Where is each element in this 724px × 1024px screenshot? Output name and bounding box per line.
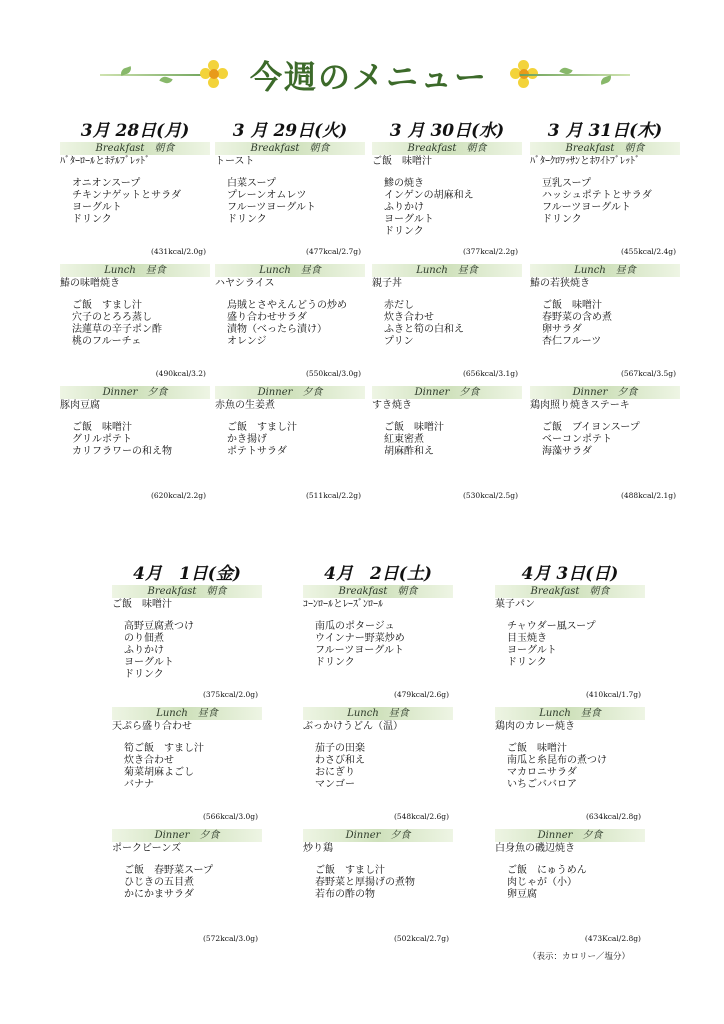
meal-label: Lunch 昼食 [60,264,210,277]
side-dish-list [112,621,262,681]
calorie-salt-value: (548kcal/2.6g) [393,812,449,821]
side-dish: ポテトサラダ [227,446,287,457]
side-dish-list [303,743,453,791]
calorie-salt-value: (567kcal/3.5g) [620,369,676,378]
calorie-salt-value: (620kcal/2.2g) [150,491,206,500]
side-dish: ベーコンポテト [542,434,612,445]
side-dish: いちごババロア [507,779,577,790]
meal-label: Lunch 昼食 [112,707,262,720]
side-dish-list [60,422,210,458]
side-dish: かにかまサラダ [124,889,194,900]
day-date: 4月 3日(日) [521,564,619,584]
meal-block [530,264,680,386]
side-dish: プレーンオムレツ [227,190,307,201]
meal-block [215,264,365,386]
side-dish: ヨーグルト [124,657,174,668]
side-dish-list [303,865,453,901]
side-dish: 海藻サラダ [542,446,592,457]
side-dish-list [60,300,210,348]
calorie-salt-value: (377kcal/2.2g) [462,247,518,256]
side-dish: かき揚げ [227,434,267,445]
side-dish: 杏仁フルーツ [542,336,602,347]
calorie-salt-value: (566kcal/3.0g) [202,812,258,821]
day-date: 4月 2日(土) [324,564,432,584]
meal-label: Breakfast 朝食 [303,585,453,598]
side-dish: ご飯 すまし汁 [315,865,385,876]
side-dish: 紅東密煮 [384,434,424,445]
side-dish: 春野菜と厚揚げの煮物 [315,877,415,888]
main-dish: 鰆の若狭焼き [530,278,590,289]
meal-label: Dinner 夕食 [530,386,680,399]
day-column [215,120,365,508]
meal-block [303,829,453,951]
meal-block [112,829,262,951]
day-date: 3月 28日(月) [80,121,190,141]
calorie-salt-value: (473Kcal/2.8g) [584,934,641,943]
main-dish: ポークビーンズ [112,843,182,854]
main-dish: 豚肉豆腐 [60,400,100,411]
side-dish: バナナ [124,779,154,790]
side-dish: グリルポテト [72,434,132,445]
main-dish: 鶏肉のカレー焼き [495,721,575,732]
main-dish: 鰆の味噌焼き [60,278,120,289]
main-dish: すき焼き [372,400,412,411]
meal-label: Lunch 昼食 [215,264,365,277]
day-column [495,563,645,951]
main-dish: ご飯 味噌汁 [372,156,432,167]
side-dish-list [530,422,680,458]
calorie-salt-value: (431kcal/2.0g) [150,247,206,256]
side-dish: ひじきの五目煮 [124,877,194,888]
meal-block [215,386,365,508]
main-dish: ﾊﾞﾀｰｸﾛﾜｯｻﾝとﾎﾜｲﾄﾌﾞﾚｯﾄﾞ [530,156,640,167]
main-dish: ﾊﾞﾀｰﾛｰﾙとﾎﾃﾙﾌﾞﾚｯﾄﾞ [60,156,150,167]
side-dish-list [112,743,262,791]
meal-block [530,386,680,508]
main-dish: 白身魚の磯辺焼き [495,843,575,854]
side-dish: ご飯 味噌汁 [72,422,132,433]
meal-block [112,707,262,829]
side-dish: ご飯 味噌汁 [384,422,444,433]
side-dish: 目玉焼き [507,633,547,644]
side-dish: ドリンク [72,214,112,225]
side-dish: 卵サラダ [542,324,582,335]
side-dish: ドリンク [227,214,267,225]
side-dish: 高野豆腐煮つけ [124,621,194,632]
side-dish: 白菜スープ [227,178,276,189]
leaf-icon [599,75,612,85]
side-dish: ドリンク [384,226,424,237]
meal-block [372,142,522,264]
meal-label: Lunch 昼食 [530,264,680,277]
calorie-salt-value: (572kcal/3.0g) [202,934,258,943]
side-dish: わさび和え [315,755,365,766]
calorie-salt-value: (455kcal/2.4g) [620,247,676,256]
side-dish-list [530,300,680,348]
side-dish: カリフラワーの和え物 [72,446,172,457]
side-dish: ふりかけ [384,202,424,213]
side-dish: ヨーグルト [384,214,434,225]
side-dish: ご飯 すまし汁 [227,422,297,433]
main-dish: 赤魚の生姜煮 [215,400,275,411]
side-dish: ふきと筍の白和え [384,324,464,335]
meal-block [215,142,365,264]
side-dish: 卵豆腐 [507,889,537,900]
meal-block [60,264,210,386]
main-dish: 鶏肉照り焼きステーキ [530,400,630,411]
page-title: 今週のメニュー [250,58,489,96]
main-dish: ハヤシライス [215,278,275,289]
side-dish: プリン [384,336,414,347]
side-dish-list [60,178,210,226]
meal-label: Dinner 夕食 [303,829,453,842]
day-date: 3 月 29日(火) [232,121,348,141]
side-dish: 赤だし [384,300,414,311]
side-dish: ウインナー野菜炒め [315,633,405,644]
main-dish: 親子丼 [372,278,402,289]
side-dish: ドリンク [542,214,582,225]
side-dish: 菊菜胡麻よごし [124,767,194,778]
side-dish: オレンジ [227,336,267,347]
side-dish: 鯵の焼き [384,178,424,189]
side-dish-list [372,178,522,238]
side-dish-list [112,865,262,901]
meal-label: Lunch 昼食 [303,707,453,720]
side-dish: ご飯 ブイヨンスープ [542,422,640,433]
meal-block [60,142,210,264]
side-dish: のり佃煮 [124,633,164,644]
meal-label: Breakfast 朝食 [112,585,262,598]
side-dish: フルーツヨーグルト [227,202,316,213]
side-dish: ドリンク [315,657,355,668]
side-dish: 烏賊とさやえんどうの炒め [227,300,347,311]
side-dish-list [215,178,365,226]
meal-block [372,386,522,508]
side-dish: 桃のフルーチェ [72,336,142,347]
side-dish: ご飯 にゅうめん [507,865,587,876]
side-dish: ドリンク [124,669,164,680]
day-column [530,120,680,508]
left-vine-decoration [100,74,210,76]
meal-label: Lunch 昼食 [495,707,645,720]
meal-block [372,264,522,386]
side-dish: 豆乳スープ [542,178,591,189]
side-dish: ご飯 春野菜スープ [124,865,213,876]
calorie-salt-value: (550kcal/3.0g) [305,369,361,378]
day-column [303,563,453,951]
side-dish: マカロニサラダ [507,767,577,778]
side-dish: 肉じゃが（小） [507,877,577,888]
meal-label: Dinner 夕食 [60,386,210,399]
side-dish-list [215,300,365,348]
meal-label: Breakfast 朝食 [530,142,680,155]
side-dish: ご飯 味噌汁 [542,300,602,311]
side-dish: ハッシュポテトとサラダ [542,190,652,201]
calorie-salt-value: (490kcal/3.2) [155,369,206,378]
side-dish: 炊き合わせ [384,312,434,323]
meal-label: Breakfast 朝食 [215,142,365,155]
meal-label: Breakfast 朝食 [60,142,210,155]
main-dish: 炒り鶏 [303,843,333,854]
side-dish: 盛り合わせサラダ [227,312,307,323]
meal-block [60,386,210,508]
side-dish: 胡麻酢和え [384,446,434,457]
day-date: 4月 1日(金) [133,564,241,584]
main-dish: ご飯 味噌汁 [112,599,172,610]
side-dish: フルーツヨーグルト [315,645,404,656]
day-column [60,120,210,508]
side-dish-list [372,300,522,348]
main-dish: トースト [215,156,255,167]
calorie-salt-value: (375kcal/2.0g) [202,690,258,699]
main-dish: 菓子パン [495,599,535,610]
meal-label: Breakfast 朝食 [372,142,522,155]
side-dish-list [372,422,522,458]
calorie-salt-value: (410kcal/1.7g) [585,690,641,699]
calorie-salt-value: (477kcal/2.7g) [305,247,361,256]
page-header [0,48,724,98]
meal-block [495,829,645,951]
meal-label: Dinner 夕食 [495,829,645,842]
side-dish: 若布の酢の物 [315,889,375,900]
side-dish: マンゴー [315,779,355,790]
side-dish: 南瓜のポタージュ [315,621,395,632]
calorie-salt-value: (488kcal/2.1g) [620,491,676,500]
side-dish: ドリンク [507,657,547,668]
side-dish: オニオンスープ [72,178,141,189]
meal-block [303,585,453,707]
side-dish: チャウダー風スープ [507,621,596,632]
calorie-salt-value: (656kcal/3.1g) [462,369,518,378]
meal-label: Dinner 夕食 [112,829,262,842]
calorie-salt-value: (634kcal/2.8g) [585,812,641,821]
side-dish: 筍ご飯 すまし汁 [124,743,204,754]
side-dish: ヨーグルト [507,645,557,656]
meal-block [530,142,680,264]
meal-label: Breakfast 朝食 [495,585,645,598]
side-dish: チキンナゲットとサラダ [72,190,181,201]
calorie-salt-value: (479kcal/2.6g) [393,690,449,699]
calorie-salt-value: (511kcal/2.2g) [305,491,361,500]
meal-label: Lunch 昼食 [372,264,522,277]
right-vine-decoration [520,74,630,76]
side-dish: ふりかけ [124,645,164,656]
meal-label: Dinner 夕食 [372,386,522,399]
meal-block [112,585,262,707]
day-column [112,563,262,951]
side-dish: おにぎり [315,767,355,778]
side-dish: 漬物（べったら漬け） [227,324,327,335]
side-dish-list [215,422,365,458]
side-dish-list [530,178,680,226]
side-dish: フルーツヨーグルト [542,202,631,213]
meal-label: Dinner 夕食 [215,386,365,399]
side-dish: ヨーグルト [72,202,122,213]
side-dish: インゲンの胡麻和え [384,190,474,201]
main-dish: 天ぷら盛り合わせ [112,721,192,732]
day-date: 3 月 30日(水) [389,121,505,141]
meal-block [495,585,645,707]
legend-note: （表示：カロリー／塩分） [528,952,631,962]
side-dish: ご飯 味噌汁 [507,743,567,754]
meal-block [303,707,453,829]
side-dish-list [303,621,453,669]
day-column [372,120,522,508]
side-dish: 法蓮草の辛子ポン酢 [72,324,162,335]
side-dish-list [495,621,645,669]
meal-block [495,707,645,829]
side-dish: 穴子のとろろ蒸し [72,312,152,323]
calorie-salt-value: (530kcal/2.5g) [462,491,518,500]
side-dish: 春野菜の含め煮 [542,312,612,323]
flower-icon [200,60,228,88]
side-dish: ご飯 すまし汁 [72,300,142,311]
side-dish-list [495,743,645,791]
side-dish: 茄子の田楽 [315,743,365,754]
side-dish-list [495,865,645,901]
side-dish: 南瓜と糸昆布の煮つけ [507,755,607,766]
leaf-icon [159,75,172,85]
main-dish: ぶっかけうどん（温） [303,721,403,732]
calorie-salt-value: (502kcal/2.7g) [393,934,449,943]
side-dish: 炊き合わせ [124,755,174,766]
day-date: 3 月 31日(木) [547,121,663,141]
main-dish: ｺｰﾝﾛｰﾙとﾚｰｽﾞﾝﾛｰﾙ [303,599,383,610]
